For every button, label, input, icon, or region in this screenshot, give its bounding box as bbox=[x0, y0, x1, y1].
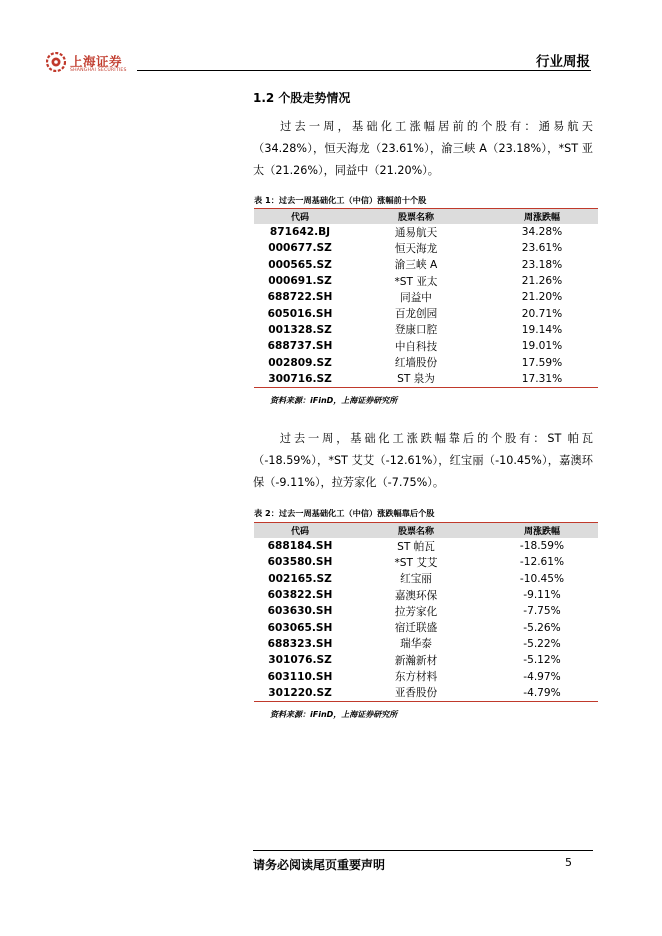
stock-code: 603630.SH bbox=[267, 605, 333, 618]
stock-name: 拉芳家化 bbox=[394, 605, 438, 618]
table2-source-note: 资料来源：iFinD，上海证券研究所 bbox=[270, 710, 398, 719]
stock-code: 871642.BJ bbox=[269, 226, 331, 239]
weekly-change: -10.45% bbox=[519, 572, 565, 585]
stock-code: 000565.SZ bbox=[268, 258, 332, 271]
stock-code: 002809.SZ bbox=[268, 356, 332, 369]
stock-code: 603580.SH bbox=[267, 556, 333, 569]
table-row bbox=[254, 571, 598, 587]
stock-name: 通易航天 bbox=[394, 226, 438, 239]
stock-name: ST 泉为 bbox=[346, 371, 486, 388]
table1-top-gainers bbox=[254, 208, 598, 388]
disclaimer-notice: 请务必阅读尾页重要声明 bbox=[253, 858, 386, 872]
stock-code: 000677.SZ bbox=[268, 242, 332, 255]
stock-code: 688722.SH bbox=[267, 291, 333, 304]
weekly-change: -18.59% bbox=[519, 540, 565, 553]
stock-code: 300716.SZ bbox=[254, 371, 346, 388]
weekly-change: 23.61% bbox=[521, 242, 563, 255]
stock-code: 688184.SH bbox=[267, 540, 333, 553]
table-row bbox=[254, 240, 598, 256]
stock-code: 688323.SH bbox=[267, 637, 333, 650]
weekly-change: 20.71% bbox=[521, 307, 563, 320]
logo-text-en: SHANGHAI SECURITIES bbox=[70, 68, 127, 73]
weekly-change: 23.18% bbox=[521, 258, 563, 271]
weekly-change: -5.12% bbox=[523, 654, 561, 667]
table1-header-code: 代码 bbox=[254, 209, 346, 225]
stock-name: 同益中 bbox=[400, 291, 432, 304]
stock-name: *ST 艾艾 bbox=[394, 556, 438, 569]
section-title: 1.2 个股走势情况 bbox=[253, 91, 351, 105]
table2-header-code: 代码 bbox=[254, 523, 346, 539]
weekly-change: -12.61% bbox=[519, 556, 565, 569]
page-number: 5 bbox=[565, 856, 572, 869]
stock-code: 603110.SH bbox=[267, 670, 333, 683]
weekly-change: 19.14% bbox=[521, 323, 563, 336]
stock-name: 渝三峡 A bbox=[394, 259, 438, 272]
table1-header-change: 周涨跌幅 bbox=[486, 209, 598, 225]
stock-code: 688737.SH bbox=[267, 340, 333, 353]
table2-bottom-losers bbox=[254, 522, 598, 702]
table-row bbox=[254, 371, 598, 388]
stock-code: 603822.SH bbox=[267, 589, 333, 602]
table-row bbox=[254, 587, 598, 603]
stock-name: *ST 亚太 bbox=[394, 275, 438, 288]
table-row bbox=[254, 619, 598, 635]
weekly-change: -4.79% bbox=[486, 685, 598, 702]
header-divider bbox=[137, 70, 591, 71]
table-row bbox=[254, 685, 598, 702]
table2-header-change: 周涨跌幅 bbox=[486, 523, 598, 539]
weekly-change: -7.75% bbox=[523, 605, 561, 618]
table-row bbox=[254, 273, 598, 289]
weekly-change: -4.97% bbox=[523, 670, 561, 683]
weekly-change: -9.11% bbox=[523, 589, 561, 602]
stock-name: ST 帕瓦 bbox=[397, 540, 435, 553]
weekly-change: -5.26% bbox=[523, 621, 561, 634]
stock-code: 603065.SH bbox=[267, 621, 333, 634]
stock-name: 红墙股份 bbox=[394, 357, 438, 370]
stock-name: 新瀚新材 bbox=[394, 654, 438, 667]
table-row bbox=[254, 652, 598, 668]
table-row bbox=[254, 305, 598, 321]
table-row bbox=[254, 603, 598, 619]
stock-name: 东方材料 bbox=[394, 671, 438, 684]
paragraph-bottom-losers bbox=[253, 428, 593, 494]
table-row bbox=[254, 338, 598, 354]
table1-caption: 表 1：过去一周基础化工（中信）涨幅前十个股 bbox=[254, 195, 427, 205]
stock-name: 亚香股份 bbox=[346, 685, 486, 702]
stock-name: 登康口腔 bbox=[394, 324, 438, 337]
weekly-change: 21.26% bbox=[521, 275, 563, 288]
logo-text-cn: 上海证券 bbox=[70, 54, 123, 69]
paragraph-top-gainers bbox=[253, 116, 593, 182]
company-logo bbox=[46, 50, 142, 78]
paragraph-top-gainers-text: 过去一周，基础化工涨幅居前的个股有：通易航天（34.28%），恒天海龙（23.61%），渝三峡 A（23.18%），*ST 亚太（21.26%），同益中（21.20%）。 bbox=[253, 120, 593, 177]
stock-name: 宿迁联盛 bbox=[394, 622, 438, 635]
table2-caption: 表 2：过去一周基础化工（中信）涨跌幅靠后个股 bbox=[254, 508, 435, 518]
table-row bbox=[254, 554, 598, 570]
table-row bbox=[254, 354, 598, 370]
stock-code: 301076.SZ bbox=[268, 654, 332, 667]
table-row bbox=[254, 289, 598, 305]
table-row bbox=[254, 224, 598, 240]
table1-source-note: 资料来源：iFinD，上海证券研究所 bbox=[270, 396, 398, 405]
stock-code: 001328.SZ bbox=[268, 323, 332, 336]
paragraph-bottom-losers-text: 过去一周，基础化工涨跌幅靠后的个股有：ST 帕瓦（-18.59%），*ST 艾艾（-12.61%），红宝丽（-10.45%），嘉澳环保（-9.11%），拉芳家化（-7.75%）。 bbox=[253, 432, 593, 489]
weekly-change: 19.01% bbox=[521, 340, 563, 353]
logo-emblem-icon bbox=[46, 52, 66, 72]
stock-name: 瑞华泰 bbox=[400, 638, 432, 651]
weekly-change: 34.28% bbox=[521, 226, 563, 239]
table1-header-name: 股票名称 bbox=[346, 209, 486, 225]
stock-code: 002165.SZ bbox=[268, 572, 332, 585]
weekly-change: 21.20% bbox=[521, 291, 563, 304]
table-row bbox=[254, 636, 598, 652]
stock-code: 605016.SH bbox=[267, 307, 333, 320]
weekly-change: 17.31% bbox=[486, 371, 598, 388]
weekly-change: 17.59% bbox=[521, 356, 563, 369]
report-type-label: 行业周报 bbox=[536, 54, 590, 70]
table-row bbox=[254, 538, 598, 554]
stock-name: 百龙创园 bbox=[394, 308, 438, 321]
stock-name: 红宝丽 bbox=[400, 573, 432, 586]
footer-divider bbox=[253, 850, 593, 851]
stock-code: 301220.SZ bbox=[254, 685, 346, 702]
stock-code: 000691.SZ bbox=[268, 275, 332, 288]
stock-name: 中自科技 bbox=[394, 340, 438, 353]
stock-name: 嘉澳环保 bbox=[394, 589, 438, 602]
table-row bbox=[254, 668, 598, 684]
table-row bbox=[254, 322, 598, 338]
table2-header-name: 股票名称 bbox=[346, 523, 486, 539]
table-row bbox=[254, 257, 598, 273]
stock-name: 恒天海龙 bbox=[394, 242, 438, 255]
weekly-change: -5.22% bbox=[523, 637, 561, 650]
